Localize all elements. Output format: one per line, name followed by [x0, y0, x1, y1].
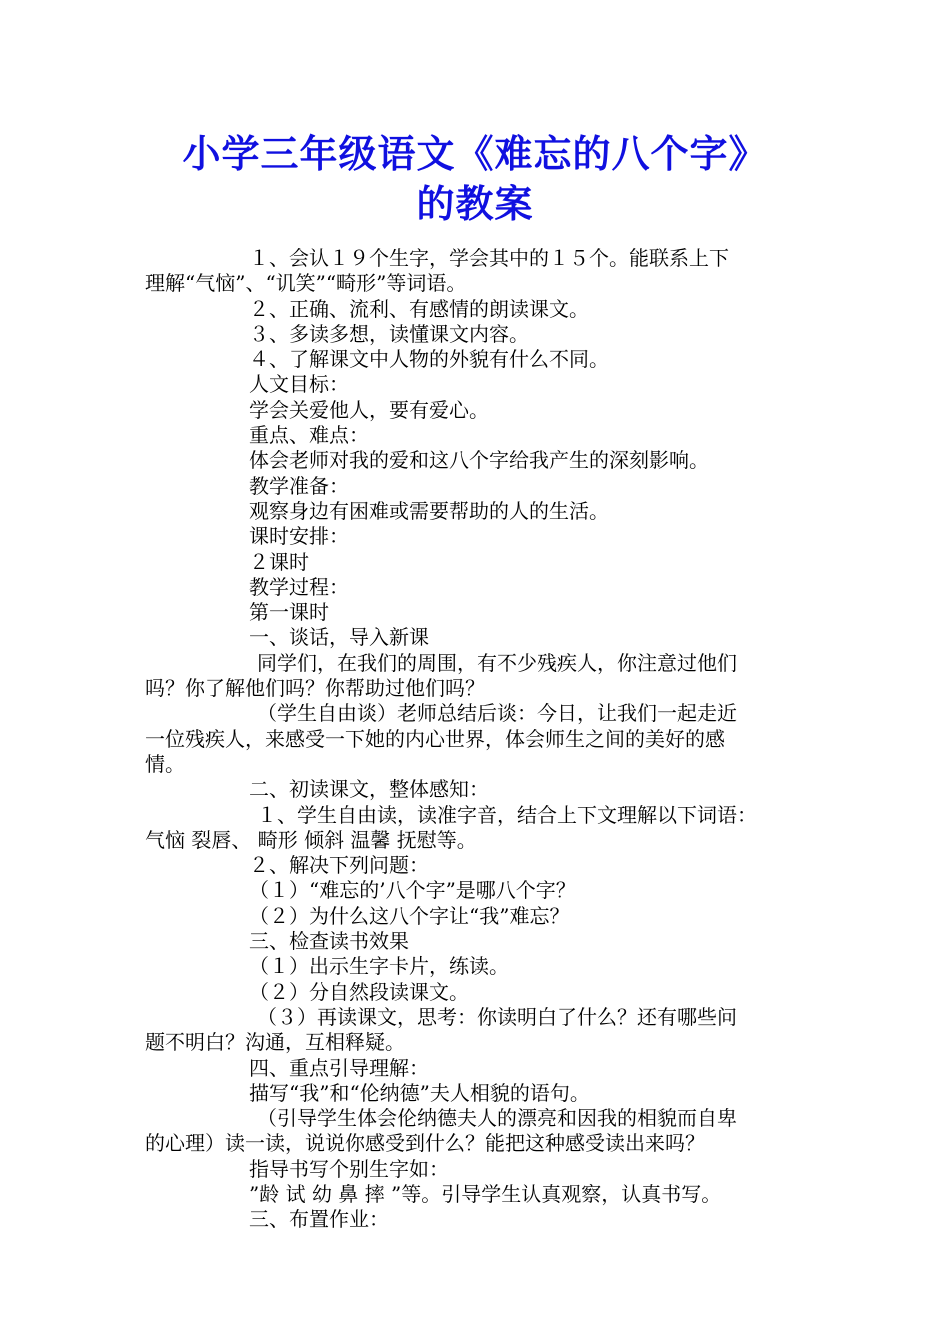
- body-line: 气恼 裂唇、 畸形 倾斜 温馨 抚慰等。: [145, 827, 477, 852]
- body-line: （２）分自然段读课文。: [249, 979, 469, 1004]
- body-line: 吗？你了解他们吗？你帮助过他们吗？: [145, 676, 485, 701]
- body-line: ２、正确、流利、有感情的朗读课文。: [249, 296, 589, 321]
- body-line: ２、解决下列问题：: [249, 853, 429, 878]
- body-line: 一、谈话，导入新课: [249, 625, 429, 650]
- body-line: 观察身边有困难或需要帮助的人的生活。: [249, 498, 609, 523]
- body-line: 一位残疾人，来感受一下她的内心世界，体会师生之间的美好的感: [145, 726, 725, 751]
- body-line: 三、布置作业：: [249, 1207, 389, 1232]
- body-line: ２课时: [249, 549, 309, 574]
- body-line: （１）出示生字卡片，练读。: [249, 954, 509, 979]
- body-line: 教学过程：: [249, 574, 349, 599]
- body-line: 教学准备：: [249, 473, 349, 498]
- document-title-line-1: 小学三年级语文《难忘的八个字》: [182, 131, 768, 176]
- body-line: 情。: [145, 751, 185, 776]
- body-line: １、学生自由读，读准字音，结合上下文理解以下词语：: [257, 802, 757, 827]
- document-title-line-2: 的教案: [416, 181, 534, 226]
- body-line: 重点、难点：: [249, 423, 369, 448]
- body-line: 人文目标：: [249, 372, 349, 397]
- body-line: 二、初读课文，整体感知：: [249, 777, 489, 802]
- body-line: 理解“气恼”、“讥笑”“畸形”等词语。: [145, 271, 467, 296]
- body-line: ”龄 试 幼 鼻 摔 ”等。引导学生认真观察，认真书写。: [249, 1181, 722, 1206]
- body-line: （２）为什么这八个字让“我”难忘？: [249, 903, 570, 928]
- body-line: 的心理）读一读，说说你感受到什么？能把这种感受读出来吗？: [145, 1131, 705, 1156]
- body-line: （１）“难忘的’八个字”是哪八个字？: [249, 878, 576, 903]
- body-line: ４、了解课文中人物的外貌有什么不同。: [249, 347, 609, 372]
- body-line: （引导学生体会伦纳德夫人的漂亮和因我的相貌而自卑: [257, 1106, 737, 1131]
- body-line: 三、检查读书效果: [249, 929, 409, 954]
- body-line: ３、多读多想，读懂课文内容。: [249, 321, 529, 346]
- body-line: 四、重点引导理解：: [249, 1055, 429, 1080]
- body-line: 题不明白？沟通，互相释疑。: [145, 1030, 405, 1055]
- body-line: 描写“我”和“伦纳德”夫人相貌的语句。: [249, 1080, 590, 1105]
- body-line: 指导书写个别生字如：: [249, 1156, 449, 1181]
- body-line: 课时安排：: [249, 524, 349, 549]
- document-body: [145, 246, 825, 1233]
- body-line: （３）再读课文，思考：你读明白了什么？还有哪些问: [257, 1004, 737, 1029]
- body-line: 体会老师对我的爱和这八个字给我产生的深刻影响。: [249, 448, 709, 473]
- body-line: 同学们，在我们的周围，有不少残疾人，你注意过他们: [257, 650, 737, 675]
- body-line: １、会认１９个生字，学会其中的１５个。能联系上下: [249, 246, 729, 270]
- body-line: 学会关爱他人，要有爱心。: [249, 397, 489, 422]
- body-line: 第一课时: [249, 600, 329, 625]
- body-line: （学生自由谈）老师总结后谈：今日，让我们一起走近: [257, 701, 737, 726]
